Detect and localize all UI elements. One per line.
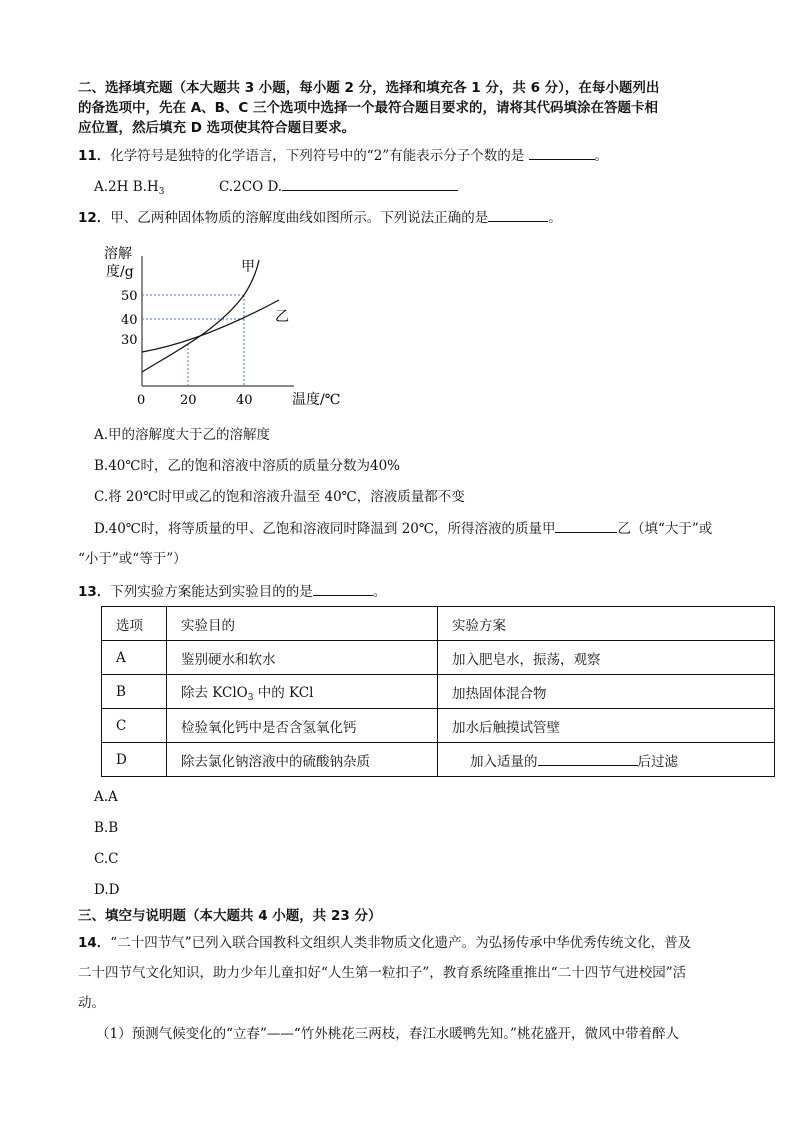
table-row bbox=[102, 709, 775, 743]
q11-option-a[interactable]: A.2H bbox=[94, 179, 129, 195]
row-plan: 加水后触摸试管壁 bbox=[438, 709, 775, 743]
q14-number: 14． bbox=[78, 935, 111, 951]
q11-option-c[interactable]: C.2CO bbox=[219, 179, 264, 195]
q12-text: 甲、乙两种固体物质的溶解度曲线如图所示。下列说法正确的是 bbox=[110, 210, 489, 226]
section3-title: 三、填空与说明题（本大题共 4 小题，共 23 分） bbox=[78, 908, 382, 924]
q13-number: 13． bbox=[78, 584, 111, 600]
q12-option-d[interactable]: D.40℃时，将等质量的甲、乙饱和溶液同时降温到 20℃，所得溶液的质量甲 乙（填“大于”或 bbox=[94, 518, 712, 539]
row-goal: 除去 KClO$_3$ 中的 KCl bbox=[167, 675, 438, 709]
q14-text-1: “二十四节气”已列入联合国教科文组织人类非物质文化遗产。为弘扬传承中华优秀传统文化，普及 bbox=[110, 935, 692, 951]
q12-d-blank[interactable] bbox=[555, 518, 617, 533]
solubility-graph bbox=[98, 238, 358, 410]
header-goal: 实验目的 bbox=[167, 607, 438, 641]
xlabel: 温度/℃ bbox=[292, 392, 341, 408]
q14-sub1: （1）预测气候变化的“立春”——“竹外桃花三两枝，春江水暖鸭先知。”桃花盛开，微风中带着醉人 bbox=[96, 1026, 679, 1042]
q12-end: 。 bbox=[548, 210, 562, 226]
q11-answer-blank[interactable] bbox=[529, 145, 595, 160]
q13-d-blank[interactable] bbox=[538, 751, 638, 766]
ylabel-line2: 度/g bbox=[106, 264, 134, 280]
origin-label: 0 bbox=[137, 393, 146, 408]
curve-jia-label: 甲 bbox=[241, 259, 255, 275]
section2-line1: 二、选择填充题（本大题共 3 小题，每小题 2 分，选择和填充各 1 分，共 6 分），在每小题列出 bbox=[78, 80, 660, 96]
q11-number: 11． bbox=[78, 148, 111, 164]
q12-option-d-cont: “小于”或“等于”） bbox=[78, 551, 187, 567]
row-goal: 除去氯化钠溶液中的硫酸钠杂质 bbox=[167, 743, 438, 777]
curve-jia bbox=[142, 260, 259, 372]
section2-line3: 应位置，然后填充 D 选项使其符合题目要求。 bbox=[78, 120, 356, 136]
q13-answer-c[interactable]: C.C bbox=[94, 851, 119, 867]
q13-table bbox=[101, 606, 775, 777]
row-option: A bbox=[102, 641, 167, 675]
q12-option-a[interactable]: A.甲的溶解度大于乙的溶解度 bbox=[94, 427, 271, 443]
table-row bbox=[102, 743, 775, 777]
q11-stem bbox=[78, 145, 608, 166]
q12-number: 12． bbox=[78, 210, 111, 226]
q11-option-b[interactable]: $B.H_3$ bbox=[132, 179, 165, 197]
q12-answer-blank[interactable] bbox=[488, 207, 548, 222]
q13-answer-a[interactable]: A.A bbox=[94, 789, 118, 805]
row-goal: 检验氧化钙中是否含氢氧化钙 bbox=[167, 709, 438, 743]
row-option: B bbox=[102, 675, 167, 709]
q11-end: 。 bbox=[594, 148, 608, 164]
q11-options bbox=[94, 176, 458, 202]
q13-answer-d[interactable]: D.D bbox=[94, 882, 120, 898]
table-header-row bbox=[102, 607, 775, 641]
q13-answer-blank[interactable] bbox=[313, 581, 373, 596]
q14-line3: 动。 bbox=[78, 995, 105, 1011]
ytick-40: 40 bbox=[121, 313, 138, 328]
q11-text: 化学符号是独特的化学语言，下列符号中的“2”有能表示分子个数的是 bbox=[110, 148, 525, 164]
q11-option-d[interactable]: D. bbox=[267, 179, 458, 195]
row-plan: 加入肥皂水，振荡，观察 bbox=[438, 641, 775, 675]
q14-line1 bbox=[78, 933, 691, 953]
row-plan: 加热固体混合物 bbox=[438, 675, 775, 709]
curve-yi-label: 乙 bbox=[275, 309, 289, 325]
q13-text: 下列实验方案能达到实验目的的是 bbox=[110, 584, 313, 600]
curve-yi bbox=[142, 300, 279, 352]
row-goal: 鉴别硬水和软水 bbox=[167, 641, 438, 675]
q13-end: 。 bbox=[372, 584, 387, 600]
table-row bbox=[102, 675, 775, 709]
q14-line2: 二十四节气文化知识，助力少年儿童扣好“人生第一粒扣子”，教育系统隆重推出“二十四节气进校园”活 bbox=[78, 965, 687, 981]
xtick-20: 20 bbox=[180, 393, 197, 408]
ytick-50: 50 bbox=[121, 289, 138, 304]
xtick-40: 40 bbox=[236, 393, 253, 408]
row-plan: 加入适量的 后过滤 bbox=[438, 743, 775, 777]
q12-stem bbox=[78, 207, 562, 228]
row-option: C bbox=[102, 709, 167, 743]
table-row bbox=[102, 641, 775, 675]
q12-option-c[interactable]: C.将 20℃时甲或乙的饱和溶液升温至 40℃，溶液质量都不变 bbox=[94, 489, 465, 505]
header-plan: 实验方案 bbox=[438, 607, 775, 641]
q13-stem bbox=[78, 581, 386, 602]
q12-option-b[interactable]: B.40℃时，乙的饱和溶液中溶质的质量分数为40% bbox=[94, 458, 400, 474]
row-option: D bbox=[102, 743, 167, 777]
ytick-30: 30 bbox=[121, 333, 138, 348]
ylabel-line1: 溶解 bbox=[104, 246, 132, 262]
q13-answer-b[interactable]: B.B bbox=[94, 820, 119, 836]
header-option: 选项 bbox=[102, 607, 167, 641]
section2-line2: 的备选项中，先在 A、B、C 三个选项中选择一个最符合题目要求的，请将其代码填涂在答题卡相 bbox=[78, 100, 659, 116]
